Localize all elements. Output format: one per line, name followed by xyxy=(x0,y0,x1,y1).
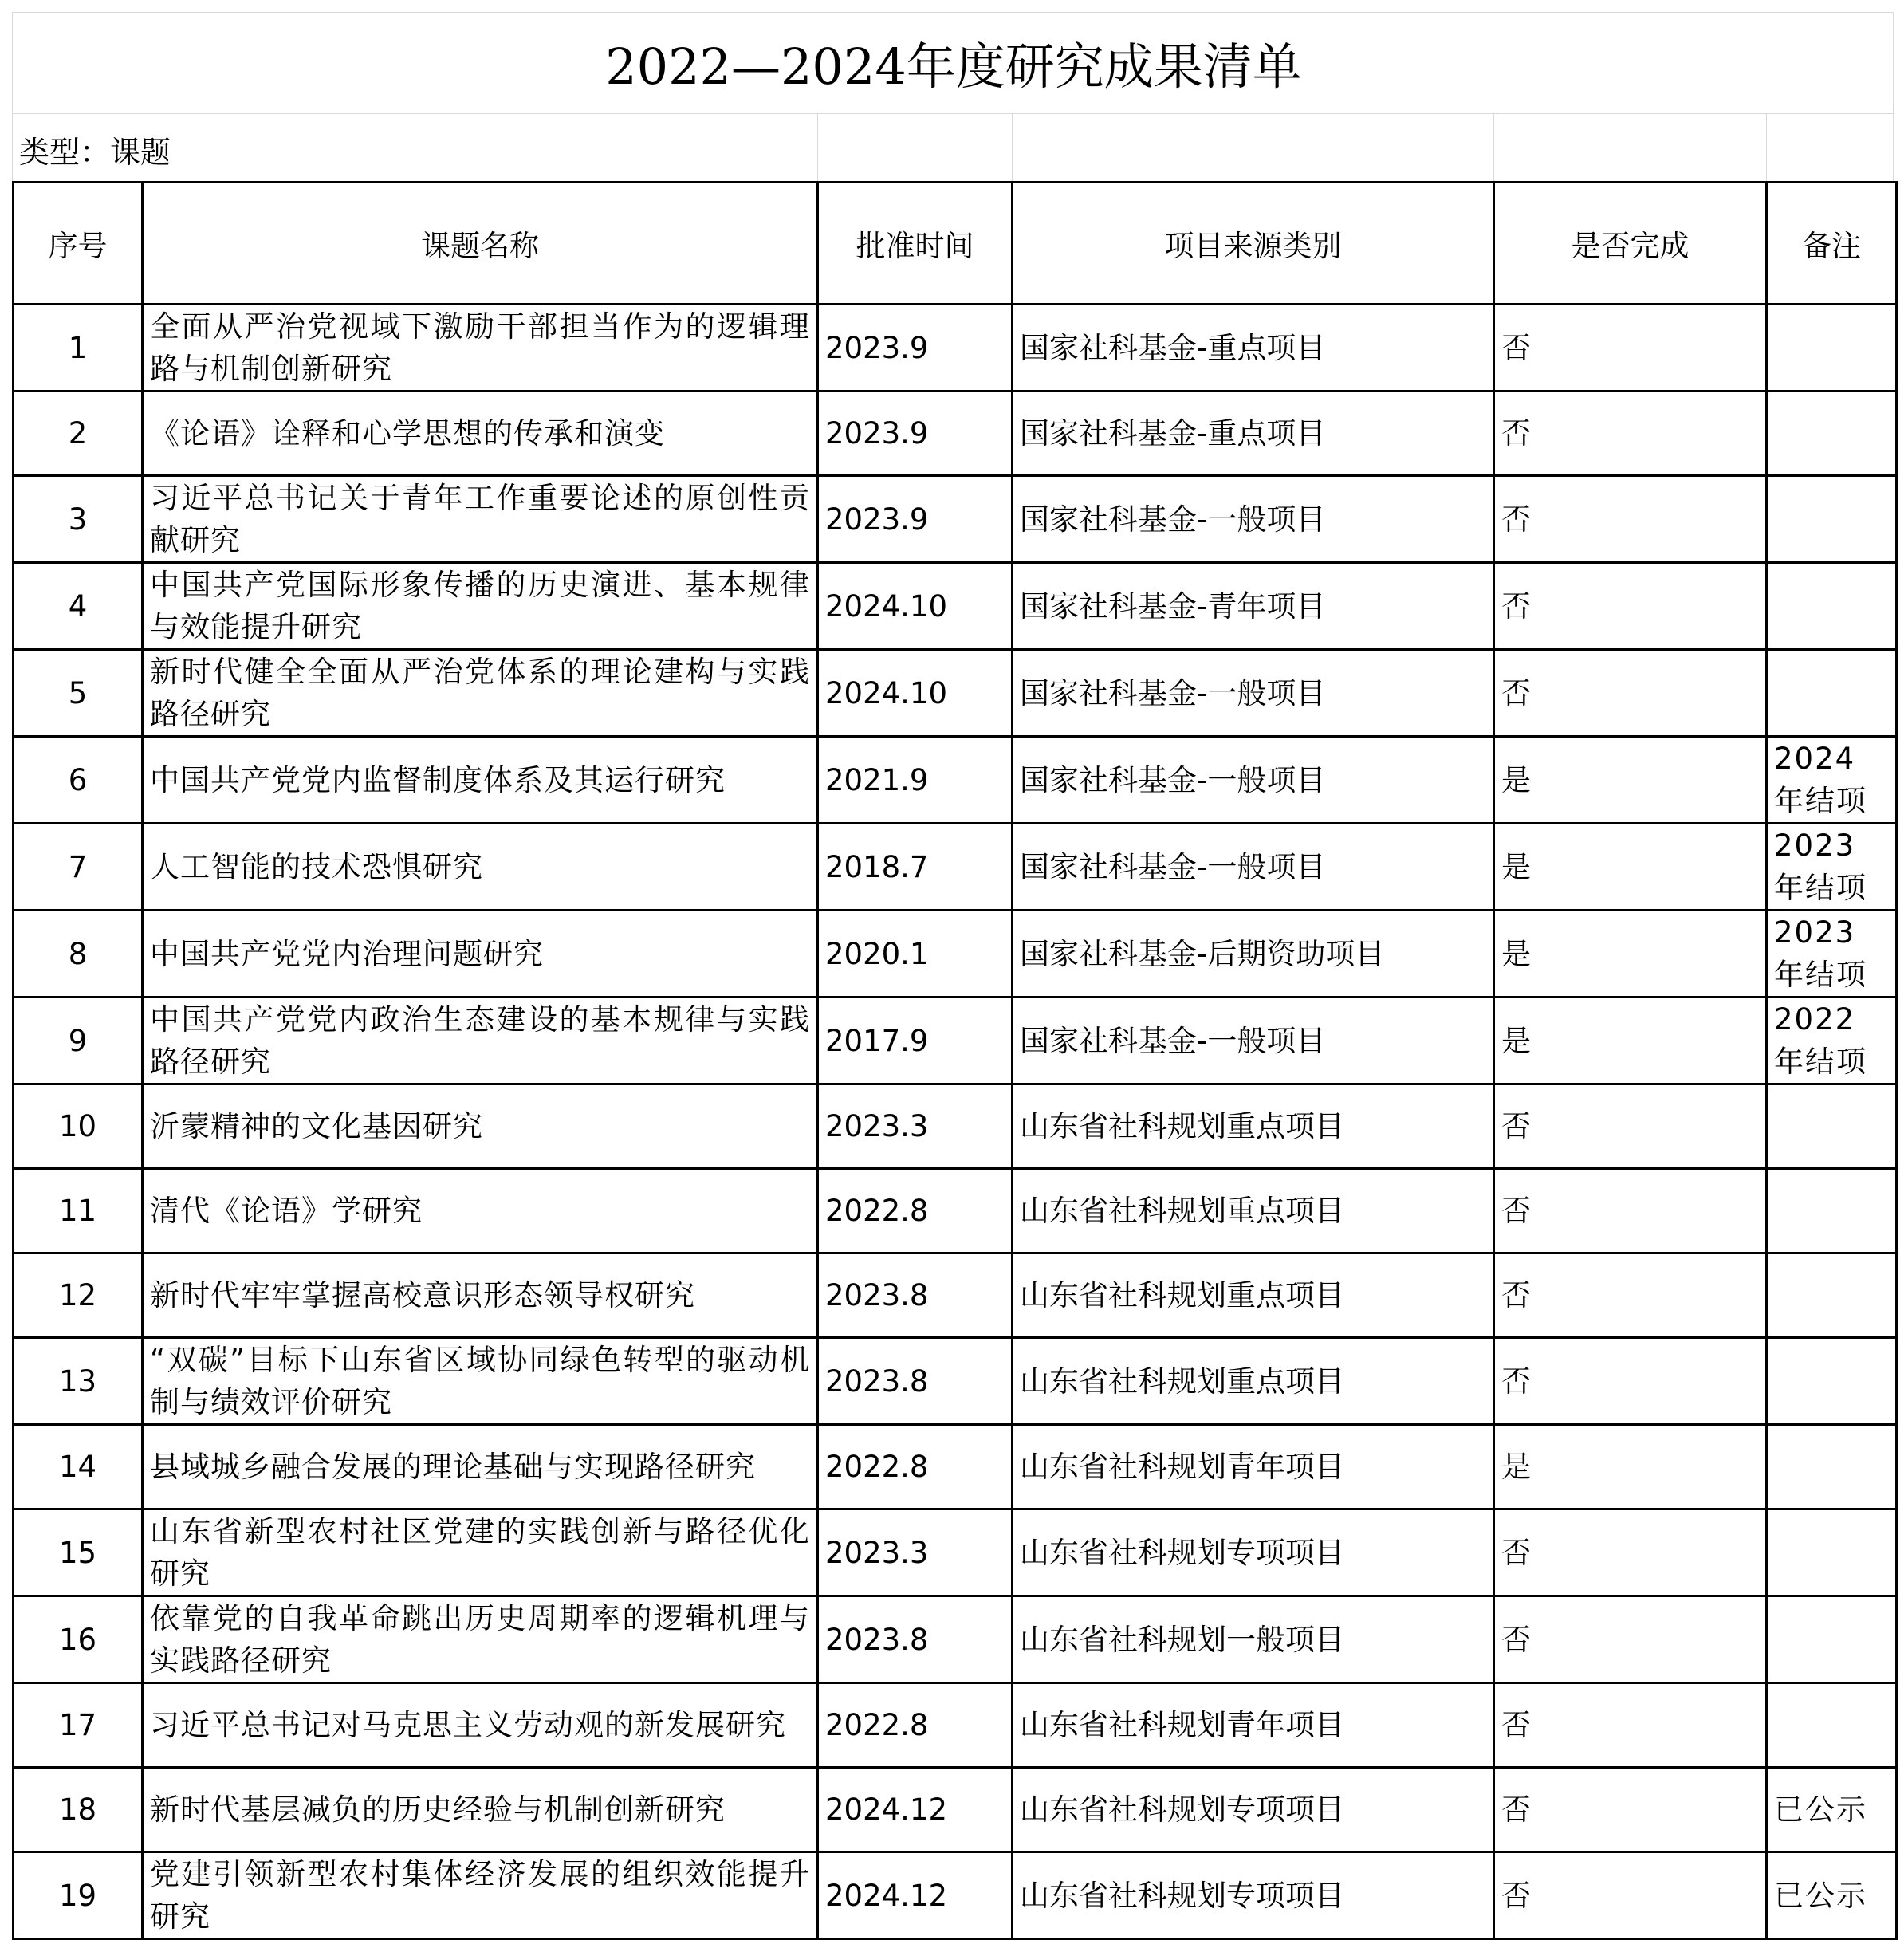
cell-completed[interactable]: 否 xyxy=(1494,1509,1767,1596)
cell-no[interactable]: 15 xyxy=(14,1509,143,1596)
cell-no[interactable]: 10 xyxy=(14,1084,143,1169)
cell-note[interactable]: 2022 年结项 xyxy=(1767,998,1897,1084)
cell-source[interactable]: 国家社科基金-重点项目 xyxy=(1013,392,1494,476)
cell-no[interactable]: 18 xyxy=(14,1768,143,1852)
cell-date[interactable]: 2022.8 xyxy=(818,1683,1013,1768)
table-row xyxy=(14,1169,1897,1253)
table-row xyxy=(14,1338,1897,1425)
table-row xyxy=(14,563,1897,650)
cell-name[interactable]: 全面从严治党视域下激励干部担当作为的逻辑理路与机制创新研究 xyxy=(143,305,818,392)
header-source[interactable]: 项目来源类别 xyxy=(1013,183,1494,305)
cell-name[interactable]: 中国共产党国际形象传播的历史演进、基本规律与效能提升研究 xyxy=(143,563,818,650)
cell-completed[interactable]: 否 xyxy=(1494,1253,1767,1338)
cell-note[interactable]: 2023 年结项 xyxy=(1767,911,1897,998)
cell-source[interactable]: 山东省社科规划青年项目 xyxy=(1013,1683,1494,1768)
cell-completed[interactable]: 是 xyxy=(1494,737,1767,824)
cell-no[interactable]: 6 xyxy=(14,737,143,824)
cell-completed[interactable]: 否 xyxy=(1494,563,1767,650)
cell-name[interactable]: 山东省新型农村社区党建的实践创新与路径优化研究 xyxy=(143,1509,818,1596)
cell-source[interactable]: 国家社科基金-重点项目 xyxy=(1013,305,1494,392)
gridline xyxy=(1012,113,1013,182)
table-row xyxy=(14,1425,1897,1509)
cell-completed[interactable]: 否 xyxy=(1494,1596,1767,1683)
cell-note[interactable] xyxy=(1767,1169,1897,1253)
cell-note[interactable] xyxy=(1767,305,1897,392)
cell-note[interactable]: 已公示 xyxy=(1767,1768,1897,1852)
cell-date[interactable]: 2023.9 xyxy=(818,476,1013,563)
cell-name[interactable]: 沂蒙精神的文化基因研究 xyxy=(143,1084,818,1169)
cell-date[interactable]: 2024.12 xyxy=(818,1852,1013,1939)
cell-source[interactable]: 国家社科基金-一般项目 xyxy=(1013,650,1494,737)
cell-completed[interactable]: 是 xyxy=(1494,911,1767,998)
cell-date[interactable]: 2023.3 xyxy=(818,1084,1013,1169)
table-row xyxy=(14,1596,1897,1683)
cell-no[interactable]: 8 xyxy=(14,911,143,998)
table-row xyxy=(14,1084,1897,1169)
cell-name[interactable]: 县域城乡融合发展的理论基础与实现路径研究 xyxy=(143,1425,818,1509)
cell-source[interactable]: 国家社科基金-一般项目 xyxy=(1013,476,1494,563)
cell-date[interactable]: 2018.7 xyxy=(818,824,1013,911)
cell-date[interactable]: 2023.8 xyxy=(818,1338,1013,1425)
cell-date[interactable]: 2021.9 xyxy=(818,737,1013,824)
header-date[interactable]: 批准时间 xyxy=(818,183,1013,305)
sheet-title: 2022—2024年度研究成果清单 xyxy=(605,37,1302,96)
cell-completed[interactable]: 否 xyxy=(1494,476,1767,563)
cell-name[interactable]: 人工智能的技术恐惧研究 xyxy=(143,824,818,911)
table-row xyxy=(14,650,1897,737)
cell-source[interactable]: 国家社科基金-一般项目 xyxy=(1013,824,1494,911)
cell-name[interactable]: 新时代健全全面从严治党体系的理论建构与实践路径研究 xyxy=(143,650,818,737)
cell-date[interactable]: 2023.9 xyxy=(818,392,1013,476)
cell-note[interactable] xyxy=(1767,1425,1897,1509)
type-label: 类型：课题 xyxy=(19,134,171,170)
cell-note[interactable] xyxy=(1767,1683,1897,1768)
cell-note[interactable] xyxy=(1767,1084,1897,1169)
cell-date[interactable]: 2024.10 xyxy=(818,563,1013,650)
cell-completed[interactable]: 是 xyxy=(1494,1425,1767,1509)
header-completed[interactable]: 是否完成 xyxy=(1494,183,1767,305)
cell-completed[interactable]: 否 xyxy=(1494,1683,1767,1768)
cell-date[interactable]: 2023.8 xyxy=(818,1596,1013,1683)
cell-source[interactable]: 山东省社科规划重点项目 xyxy=(1013,1253,1494,1338)
cell-note[interactable]: 2023 年结项 xyxy=(1767,824,1897,911)
cell-name[interactable]: 中国共产党党内监督制度体系及其运行研究 xyxy=(143,737,818,824)
table-row xyxy=(14,305,1897,392)
cell-name[interactable]: 党建引领新型农村集体经济发展的组织效能提升研究 xyxy=(143,1852,818,1939)
table-row xyxy=(14,1509,1897,1596)
table-row xyxy=(14,476,1897,563)
table-row xyxy=(14,1683,1897,1768)
table-row xyxy=(14,1852,1897,1939)
cell-note[interactable] xyxy=(1767,650,1897,737)
table-row xyxy=(14,392,1897,476)
gridline xyxy=(13,113,1894,114)
cell-source[interactable]: 国家社科基金-青年项目 xyxy=(1013,563,1494,650)
cell-source[interactable]: 山东省社科规划一般项目 xyxy=(1013,1596,1494,1683)
gridline xyxy=(817,113,818,182)
gridline xyxy=(1493,113,1494,182)
cell-note[interactable]: 2024 年结项 xyxy=(1767,737,1897,824)
cell-completed[interactable]: 否 xyxy=(1494,1084,1767,1169)
cell-no[interactable]: 9 xyxy=(14,998,143,1084)
cell-note[interactable] xyxy=(1767,1253,1897,1338)
cell-date[interactable]: 2024.12 xyxy=(818,1768,1013,1852)
cell-name[interactable]: 清代《论语》学研究 xyxy=(143,1169,818,1253)
table-row xyxy=(14,911,1897,998)
cell-no[interactable]: 17 xyxy=(14,1683,143,1768)
cell-note[interactable] xyxy=(1767,392,1897,476)
cell-no[interactable]: 16 xyxy=(14,1596,143,1683)
cell-date[interactable]: 2020.1 xyxy=(818,911,1013,998)
cell-source[interactable]: 山东省社科规划重点项目 xyxy=(1013,1169,1494,1253)
cell-no[interactable]: 13 xyxy=(14,1338,143,1425)
header-name[interactable]: 课题名称 xyxy=(143,183,818,305)
cell-no[interactable]: 3 xyxy=(14,476,143,563)
cell-no[interactable]: 11 xyxy=(14,1169,143,1253)
table-row xyxy=(14,998,1897,1084)
cell-name[interactable]: 中国共产党党内政治生态建设的基本规律与实践路径研究 xyxy=(143,998,818,1084)
spreadsheet xyxy=(12,12,1895,1934)
cell-completed[interactable]: 否 xyxy=(1494,650,1767,737)
cell-completed[interactable]: 否 xyxy=(1494,392,1767,476)
cell-source[interactable]: 山东省社科规划专项项目 xyxy=(1013,1852,1494,1939)
cell-date[interactable]: 2022.8 xyxy=(818,1169,1013,1253)
cell-no[interactable]: 4 xyxy=(14,563,143,650)
table-header-row xyxy=(14,183,1897,305)
cell-date[interactable]: 2023.8 xyxy=(818,1253,1013,1338)
cell-date[interactable]: 2023.9 xyxy=(818,305,1013,392)
cell-no[interactable]: 12 xyxy=(14,1253,143,1338)
cell-no[interactable]: 14 xyxy=(14,1425,143,1509)
header-note[interactable]: 备注 xyxy=(1767,183,1897,305)
header-no[interactable]: 序号 xyxy=(14,183,143,305)
cell-source[interactable]: 国家社科基金-一般项目 xyxy=(1013,998,1494,1084)
cell-name[interactable]: 依靠党的自我革命跳出历史周期率的逻辑机理与实践路径研究 xyxy=(143,1596,818,1683)
cell-completed[interactable]: 是 xyxy=(1494,824,1767,911)
cell-date[interactable]: 2017.9 xyxy=(818,998,1013,1084)
cell-completed[interactable]: 否 xyxy=(1494,1768,1767,1852)
cell-no[interactable]: 2 xyxy=(14,392,143,476)
cell-source[interactable]: 国家社科基金-后期资助项目 xyxy=(1013,911,1494,998)
cell-name[interactable]: 新时代基层减负的历史经验与机制创新研究 xyxy=(143,1768,818,1852)
table-row xyxy=(14,1768,1897,1852)
cell-name[interactable]: “双碳”目标下山东省区域协同绿色转型的驱动机制与绩效评价研究 xyxy=(143,1338,818,1425)
cell-note[interactable] xyxy=(1767,1596,1897,1683)
table-row xyxy=(14,1253,1897,1338)
cell-source[interactable]: 国家社科基金-一般项目 xyxy=(1013,737,1494,824)
cell-completed[interactable]: 是 xyxy=(1494,998,1767,1084)
cell-completed[interactable]: 否 xyxy=(1494,1852,1767,1939)
cell-source[interactable]: 山东省社科规划专项项目 xyxy=(1013,1509,1494,1596)
cell-note[interactable] xyxy=(1767,1509,1897,1596)
results-table xyxy=(12,181,1898,1940)
cell-note[interactable] xyxy=(1767,1338,1897,1425)
table-row xyxy=(14,824,1897,911)
cell-source[interactable]: 山东省社科规划重点项目 xyxy=(1013,1338,1494,1425)
gridline xyxy=(1766,113,1767,182)
cell-name[interactable]: 习近平总书记对马克思主义劳动观的新发展研究 xyxy=(143,1683,818,1768)
cell-date[interactable]: 2023.3 xyxy=(818,1509,1013,1596)
cell-date[interactable]: 2022.8 xyxy=(818,1425,1013,1509)
cell-no[interactable]: 7 xyxy=(14,824,143,911)
cell-no[interactable]: 5 xyxy=(14,650,143,737)
cell-completed[interactable]: 否 xyxy=(1494,305,1767,392)
cell-source[interactable]: 山东省社科规划重点项目 xyxy=(1013,1084,1494,1169)
cell-name[interactable]: 《论语》诠释和心学思想的传承和演变 xyxy=(143,392,818,476)
cell-completed[interactable]: 否 xyxy=(1494,1338,1767,1425)
cell-note[interactable] xyxy=(1767,563,1897,650)
cell-no[interactable]: 19 xyxy=(14,1852,143,1939)
cell-no[interactable]: 1 xyxy=(14,305,143,392)
cell-source[interactable]: 山东省社科规划专项项目 xyxy=(1013,1768,1494,1852)
cell-source[interactable]: 山东省社科规划青年项目 xyxy=(1013,1425,1494,1509)
cell-completed[interactable]: 否 xyxy=(1494,1169,1767,1253)
cell-note[interactable] xyxy=(1767,476,1897,563)
cell-date[interactable]: 2024.10 xyxy=(818,650,1013,737)
cell-name[interactable]: 新时代牢牢掌握高校意识形态领导权研究 xyxy=(143,1253,818,1338)
table-row xyxy=(14,737,1897,824)
cell-note[interactable]: 已公示 xyxy=(1767,1852,1897,1939)
cell-name[interactable]: 中国共产党党内治理问题研究 xyxy=(143,911,818,998)
table-body xyxy=(14,305,1897,1939)
cell-name[interactable]: 习近平总书记关于青年工作重要论述的原创性贡献研究 xyxy=(143,476,818,563)
